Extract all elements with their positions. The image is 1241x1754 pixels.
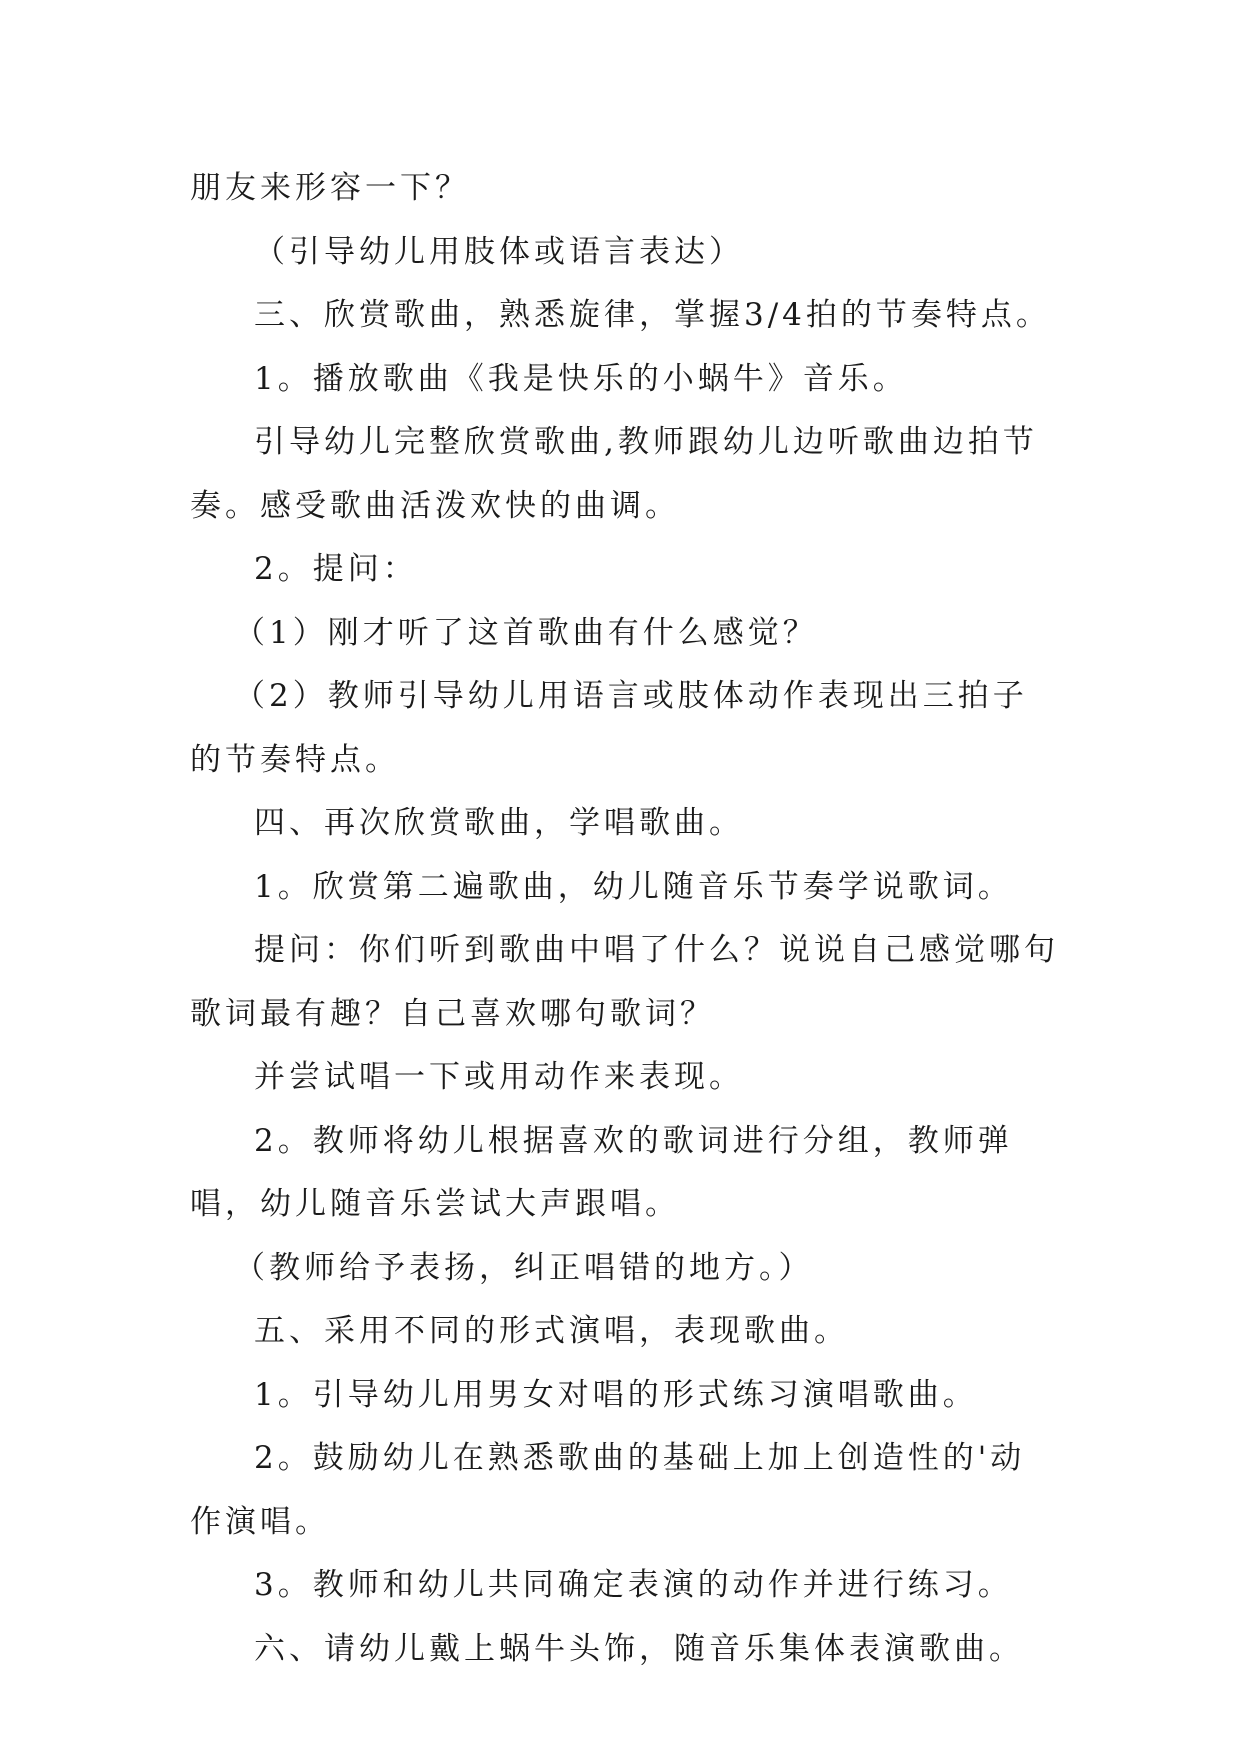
paragraph: （1）刚才听了这首歌曲有什么感觉？ <box>234 614 818 651</box>
paragraph: 提问：你们听到歌曲中唱了什么？说说自己感觉哪句歌词最有趣？自己喜欢哪句歌词？ <box>190 932 1059 1032</box>
paragraph: （2）教师引导幼儿用语言或肢体动作表现出三拍子的节奏特点。 <box>190 678 1028 778</box>
paragraph: （引导幼儿用肢体或语言表达） <box>254 233 744 270</box>
paragraph: 六、请幼儿戴上蜗牛头饰，随音乐集体表演歌曲。 <box>254 1630 1024 1667</box>
paragraph: 四、再次欣赏歌曲，学唱歌曲。 <box>254 805 744 841</box>
paragraph: 1。欣赏第二遍歌曲，幼儿随音乐节奏学说歌词。 <box>254 868 1013 905</box>
paragraph: 1。播放歌曲《我是快乐的小蜗牛》音乐。 <box>254 360 908 397</box>
paragraph: 3。教师和幼儿共同确定表演的动作并进行练习。 <box>254 1567 1013 1603</box>
paragraph: 并尝试唱一下或用动作来表现。 <box>254 1059 744 1095</box>
paragraph: 朋友来形容一下？ <box>190 170 470 206</box>
paragraph: 2。教师将幼儿根据喜欢的歌词进行分组，教师弹唱，幼儿随音乐尝试大声跟唱。 <box>190 1122 1013 1222</box>
paragraph: 1。引导幼儿用男女对唱的形式练习演唱歌曲。 <box>254 1376 978 1413</box>
paragraph: 2。提问： <box>254 551 418 587</box>
paragraph: 三、欣赏歌曲，熟悉旋律，掌握3/4拍的节奏特点。 <box>254 297 1051 333</box>
document-body <box>190 157 1060 1681</box>
paragraph: 五、采用不同的形式演唱，表现歌曲。 <box>254 1313 849 1349</box>
paragraph: 2。鼓励幼儿在熟悉歌曲的基础上加上创造性的'动作演唱。 <box>190 1440 1026 1540</box>
paragraph: （教师给予表扬，纠正唱错的地方。） <box>234 1249 814 1286</box>
paragraph: 引导幼儿完整欣赏歌曲,教师跟幼儿边听歌曲边拍节奏。感受歌曲活泼欢快的曲调。 <box>190 424 1038 524</box>
